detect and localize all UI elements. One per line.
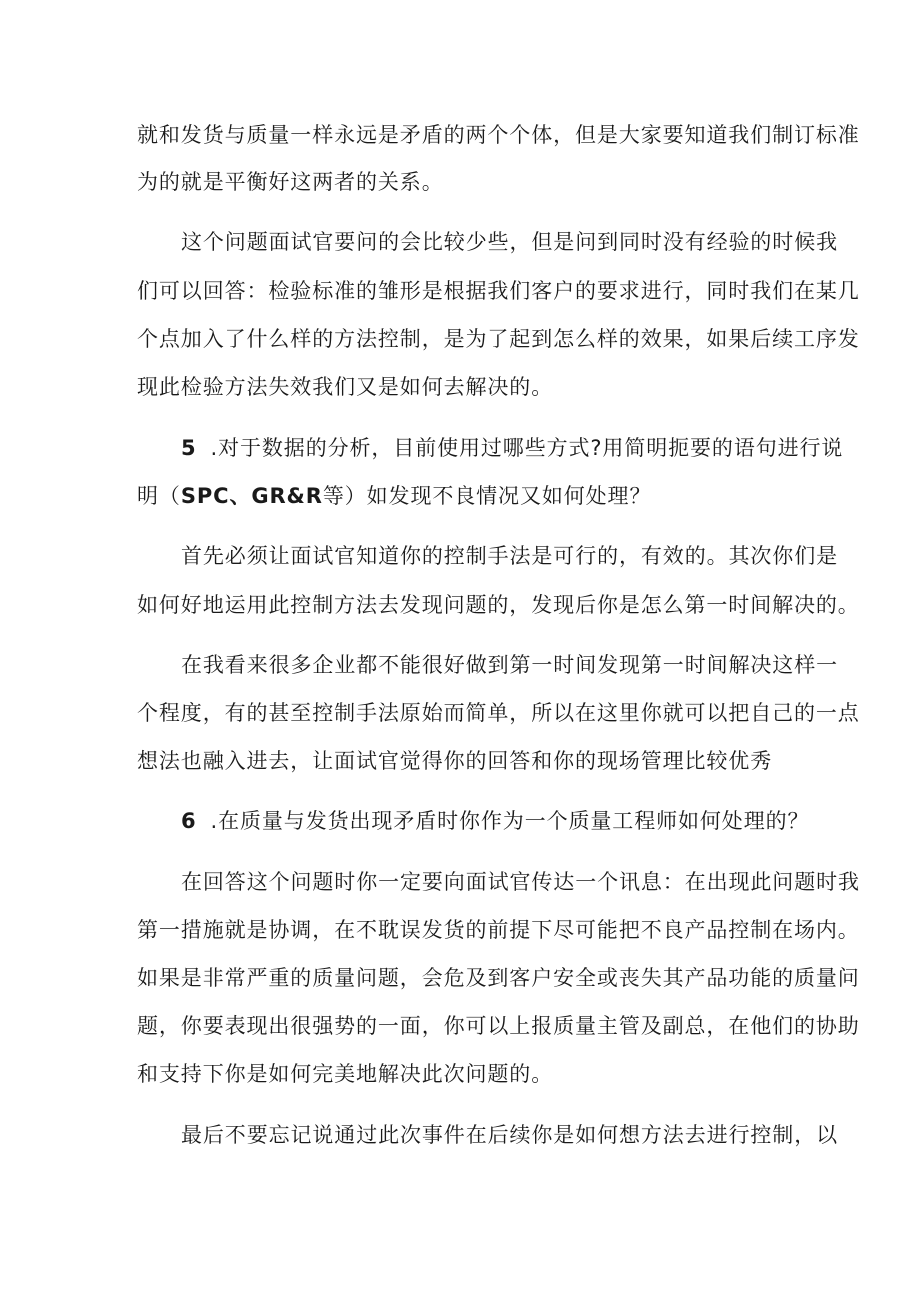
question-term: SPC、GR&R: [180, 484, 323, 508]
question-text: .对于数据的分析，目前使用过哪些方式?用简明扼要的语句进行说: [210, 436, 844, 460]
paragraph-2-line-4: 现此检验方法失效我们又是如何去解决的。: [137, 375, 554, 399]
paragraph-7-line-3: 如果是非常严重的质量问题，会危及到客户安全或丧失其产品功能的质量问: [137, 966, 860, 990]
question-text: .在质量与发货出现矛盾时你作为一个质量工程师如何处理的？: [210, 809, 810, 833]
paragraph-2-line-1: 这个问题面试官要问的会比较少些，但是问到同时没有经验的时候我: [181, 230, 838, 254]
paragraph-2-line-2: 们可以回答：检验标准的雏形是根据我们客户的要求进行，同时我们在某几: [137, 279, 860, 303]
paragraph-8-line-1: 最后不要忘记说通过此次事件在后续你是如何想方法去进行控制，以: [181, 1123, 838, 1147]
question-number: 5: [181, 436, 197, 460]
paragraph-7-line-5: 和支持下你是如何完美地解决此次问题的。: [137, 1062, 554, 1086]
paragraph-7-line-4: 题，你要表现出很强势的一面，你可以上报质量主管及副总，在他们的协助: [137, 1014, 860, 1038]
paragraph-5-line-2: 个程度，有的甚至控制手法原始而简单，所以在这里你就可以把自己的一点: [137, 701, 860, 725]
question-text-prefix: 明（: [137, 484, 181, 508]
paragraph-5-line-1: 在我看来很多企业都不能很好做到第一时间发现第一时间解决这样一: [181, 653, 838, 677]
paragraph-1-line-1: 就和发货与质量一样永远是矛盾的两个个体，但是大家要知道我们制订标准: [137, 123, 860, 147]
question-text-suffix: 等）如发现不良情况又如何处理？: [322, 484, 652, 508]
paragraph-5-line-3: 想法也融入进去，让面试官觉得你的回答和你的现场管理比较优秀: [137, 749, 773, 773]
paragraph-7-line-1: 在回答这个问题时你一定要向面试官传达一个讯息：在出现此问题时我: [181, 870, 860, 894]
question-6-line-1: [181, 806, 809, 836]
paragraph-4-line-2: 如何好地运用此控制方法去发现问题的，发现后你是怎么第一时间解决的。: [137, 593, 860, 617]
question-5-line-1: [181, 433, 843, 463]
paragraph-2-line-3: 个点加入了什么样的方法控制，是为了起到怎么样的效果，如果后续工序发: [137, 327, 860, 351]
paragraph-7-line-2: 第一措施就是协调，在不耽误发货的前提下尽可能把不良产品控制在场内。: [137, 918, 860, 942]
paragraph-4-line-1: 首先必须让面试官知道你的控制手法是可行的，有效的。其次你们是: [181, 544, 838, 568]
question-number: 6: [181, 809, 197, 833]
question-5-line-2: [137, 481, 651, 511]
paragraph-1-line-2: 为的就是平衡好这两者的关系。: [137, 170, 444, 194]
